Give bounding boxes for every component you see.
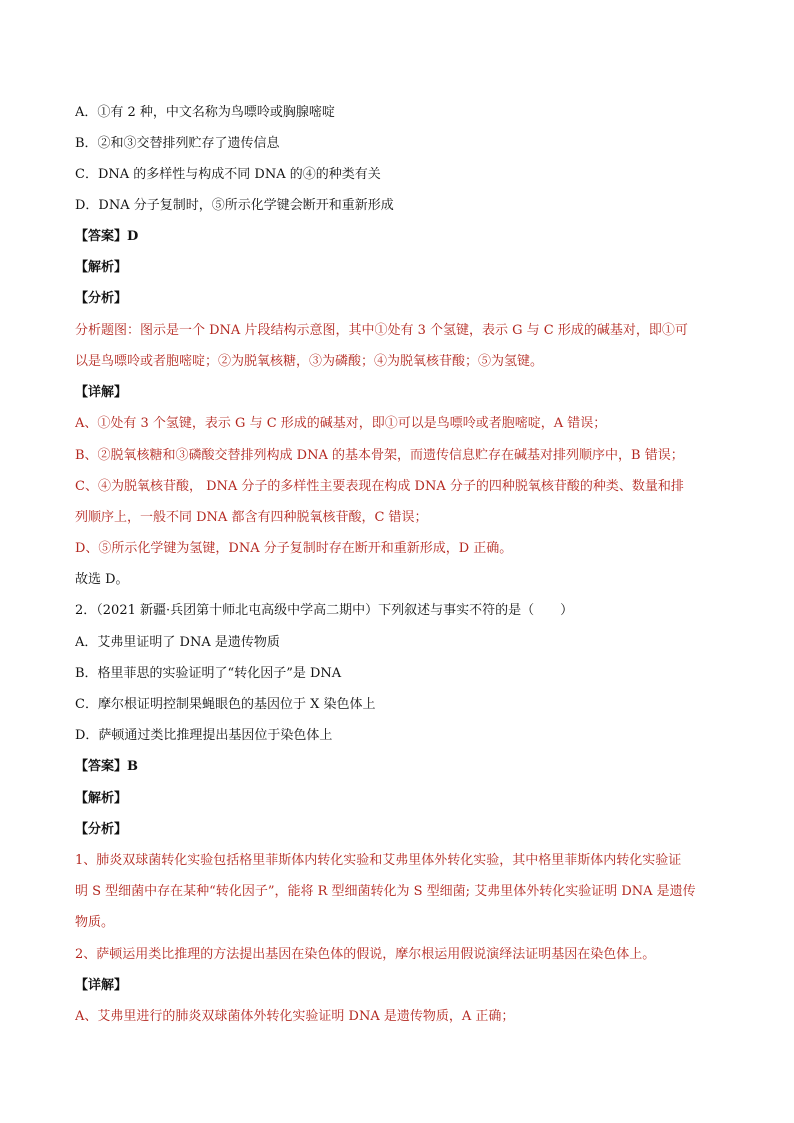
q2-analysis-line: 明 S 型细菌中存在某种“转化因子”，能将 R 型细菌转化为 S 型细菌; 艾弗里体外转化实验证明 DNA 是遗传 [75, 884, 696, 899]
q2-option-d: D．萨顿通过类比推理提出基因位于染色体上 [75, 728, 333, 743]
q1-jiexi-heading: 【解析】 [75, 260, 128, 275]
q2-xiangjie-heading: 【详解】 [75, 978, 128, 993]
q1-analysis-line: 以是鸟嘌呤或者胞嘧啶；②为脱氧核糖，③为磷酸；④为脱氧核苷酸；⑤为氢键。 [75, 354, 544, 369]
q1-detail-line: C、④为脱氧核苷酸， DNA 分子的多样性主要表现在构成 DNA 分子的四种脱氧核苷酸的种类、数量和排 [75, 479, 684, 494]
q2-jiexi-heading: 【解析】 [75, 791, 128, 806]
q1-detail-line: 列顺序上，一般不同 DNA 都含有四种脱氧核苷酸，C 错误； [75, 510, 428, 525]
q2-option-a: A．艾弗里证明了 DNA 是遗传物质 [75, 635, 280, 650]
q1-conclusion: 故选 D。 [75, 572, 129, 587]
q1-analysis-line: 分析题图：图示是一个 DNA 片段结构示意图，其中①处有 3 个氢键，表示 G 与 C 形成的碱基对，即①可 [75, 323, 688, 338]
q1-detail-line: B、②脱氧核糖和③磷酸交替排列构成 DNA 的基本骨架，而遗传信息贮存在碱基对排列顺序中，B 错误； [75, 448, 684, 463]
q2-option-c: C．摩尔根证明控制果蝇眼色的基因位于 X 染色体上 [75, 697, 376, 712]
q1-option-d: D．DNA 分子复制时，⑤所示化学键会断开和重新形成 [75, 198, 394, 213]
q1-option-c: C．DNA 的多样性与构成不同 DNA 的④的种类有关 [75, 167, 381, 182]
q1-option-a: A．①有 2 种，中文名称为鸟嘌呤或胸腺嘧啶 [75, 105, 335, 120]
q1-detail-line: A、①处有 3 个氢键，表示 G 与 C 形成的碱基对，即①可以是鸟嘌呤或者胞嘧啶，A 错误； [75, 416, 607, 431]
q2-answer: 【答案】B [75, 759, 138, 774]
q2-analysis-line: 1、肺炎双球菌转化实验包括格里菲斯体内转化实验和艾弗里体外转化实验，其中格里菲斯体内转化实验证 [75, 853, 682, 868]
q2-analysis-line: 2、萨顿运用类比推理的方法提出基因在染色体的假说，摩尔根运用假说演绎法证明基因在染色体上。 [75, 947, 656, 962]
q2-detail-line: A、艾弗里进行的肺炎双球菌体外转化实验证明 DNA 是遗传物质，A 正确； [75, 1009, 515, 1024]
q1-answer: 【答案】D [75, 229, 139, 244]
q2-fenxi-heading: 【分析】 [75, 822, 128, 837]
q1-xiangjie-heading: 【详解】 [75, 385, 128, 400]
q1-option-b: B．②和③交替排列贮存了遗传信息 [75, 136, 280, 151]
q2-stem: 2．（2021 新疆·兵团第十师北屯高级中学高二期中）下列叙述与事实不符的是（ ） [75, 603, 574, 618]
q1-fenxi-heading: 【分析】 [75, 291, 128, 306]
q1-detail-line: D、⑤所示化学键为氢键，DNA 分子复制时存在断开和重新形成，D 正确。 [75, 541, 513, 556]
q2-analysis-line: 物质。 [75, 915, 115, 930]
q2-option-b: B．格里菲思的实验证明了“转化因子”是 DNA [75, 666, 342, 681]
